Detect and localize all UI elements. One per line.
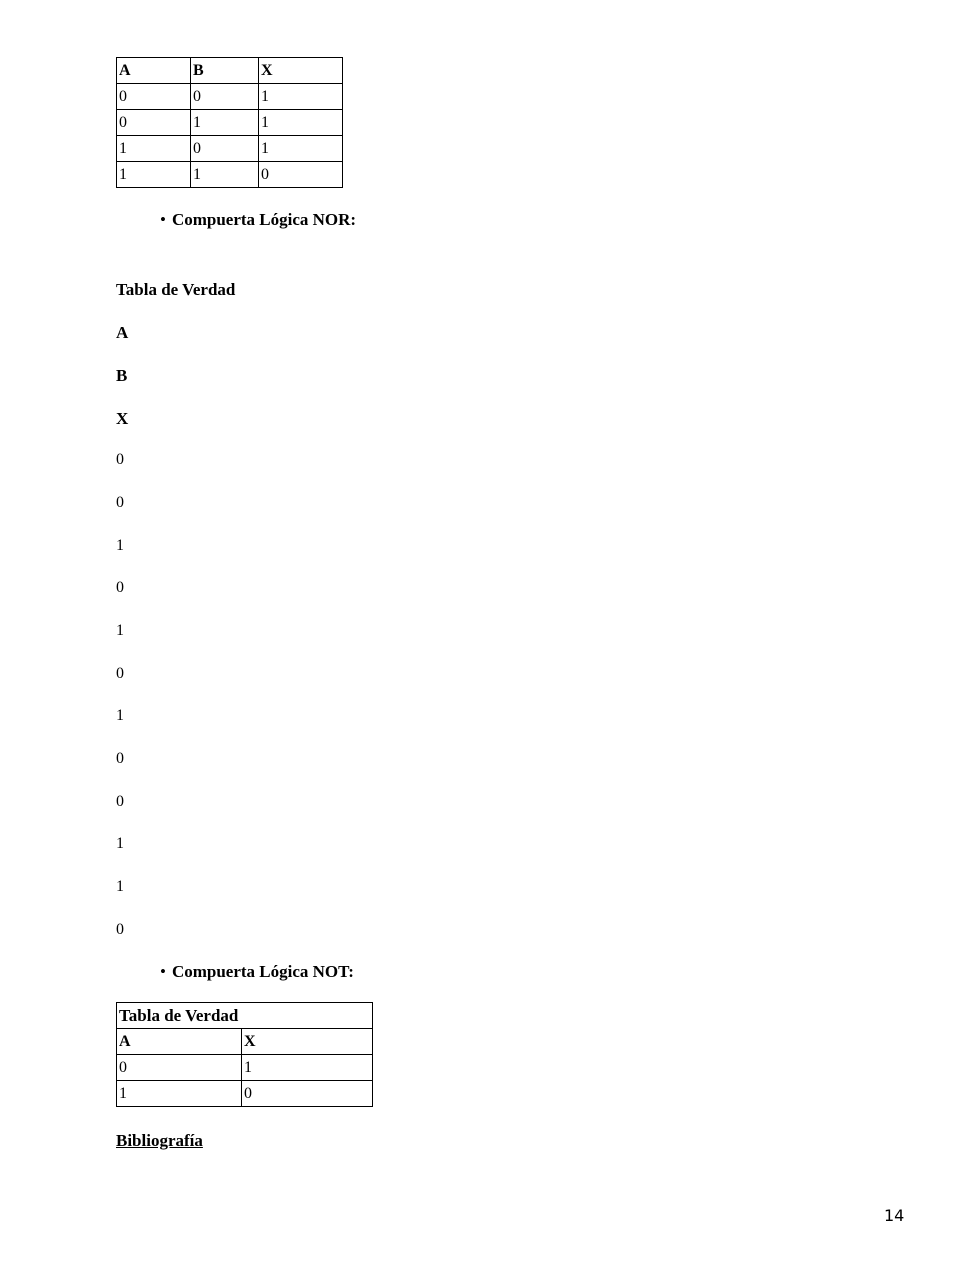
table-row <box>117 162 343 188</box>
table-cell: 1 <box>117 1081 242 1107</box>
table-cell: 1 <box>242 1055 373 1081</box>
table-header-row <box>117 1029 373 1055</box>
table-cell: 0 <box>117 1055 242 1081</box>
table-header-cell: B <box>191 58 259 84</box>
table-row <box>117 110 343 136</box>
table-header-cell: A <box>117 58 191 84</box>
table-title-row <box>117 1003 373 1029</box>
table-header-cell: X <box>242 1029 373 1055</box>
table-cell: 0 <box>191 84 259 110</box>
nor-line: X <box>116 409 129 428</box>
bibliography-heading: Bibliografía <box>116 1131 203 1150</box>
table-cell: 1 <box>259 84 343 110</box>
nor-line: 1 <box>116 537 124 554</box>
not-heading <box>160 962 354 982</box>
table-cell: 0 <box>242 1081 373 1107</box>
nor-line: 0 <box>116 921 124 938</box>
table-cell: 1 <box>117 162 191 188</box>
table-header-row <box>117 58 343 84</box>
table-row <box>117 136 343 162</box>
nor-table-title: Tabla de Verdad <box>116 280 236 299</box>
nor-line: 0 <box>116 451 124 468</box>
table-row <box>117 1081 373 1107</box>
nor-line: B <box>116 366 128 385</box>
nor-line: 0 <box>116 665 124 682</box>
table-row <box>117 84 343 110</box>
nor-heading <box>160 210 356 230</box>
nor-line: 0 <box>116 494 124 511</box>
table-header-cell: X <box>259 58 343 84</box>
nor-line: 1 <box>116 707 124 724</box>
table-cell: 1 <box>191 162 259 188</box>
table-cell: 1 <box>259 136 343 162</box>
table-title-cell: Tabla de Verdad <box>117 1003 373 1029</box>
table-cell: 0 <box>117 84 191 110</box>
table-cell: 1 <box>117 136 191 162</box>
page-number: 14 <box>884 1206 905 1225</box>
nor-line: 0 <box>116 750 124 767</box>
table-cell: 0 <box>117 110 191 136</box>
nor-line: 1 <box>116 878 124 895</box>
nor-line: 0 <box>116 793 124 810</box>
nor-line: 1 <box>116 622 124 639</box>
table-row <box>117 1055 373 1081</box>
nor-line: 0 <box>116 579 124 596</box>
table-cell: 1 <box>191 110 259 136</box>
nor-line: A <box>116 323 129 342</box>
table-cell: 0 <box>259 162 343 188</box>
table-cell: 0 <box>191 136 259 162</box>
not-heading-text: Compuerta Lógica NOT: <box>171 962 354 981</box>
not-truth-table <box>116 1002 373 1107</box>
bullet-point: • <box>160 210 166 229</box>
nor-heading-text: Compuerta Lógica NOR: <box>171 210 357 229</box>
nor-line: 1 <box>116 835 124 852</box>
or-truth-table <box>116 57 343 188</box>
table-cell: 1 <box>259 110 343 136</box>
bullet-point: • <box>160 962 166 981</box>
table-header-cell: A <box>117 1029 242 1055</box>
